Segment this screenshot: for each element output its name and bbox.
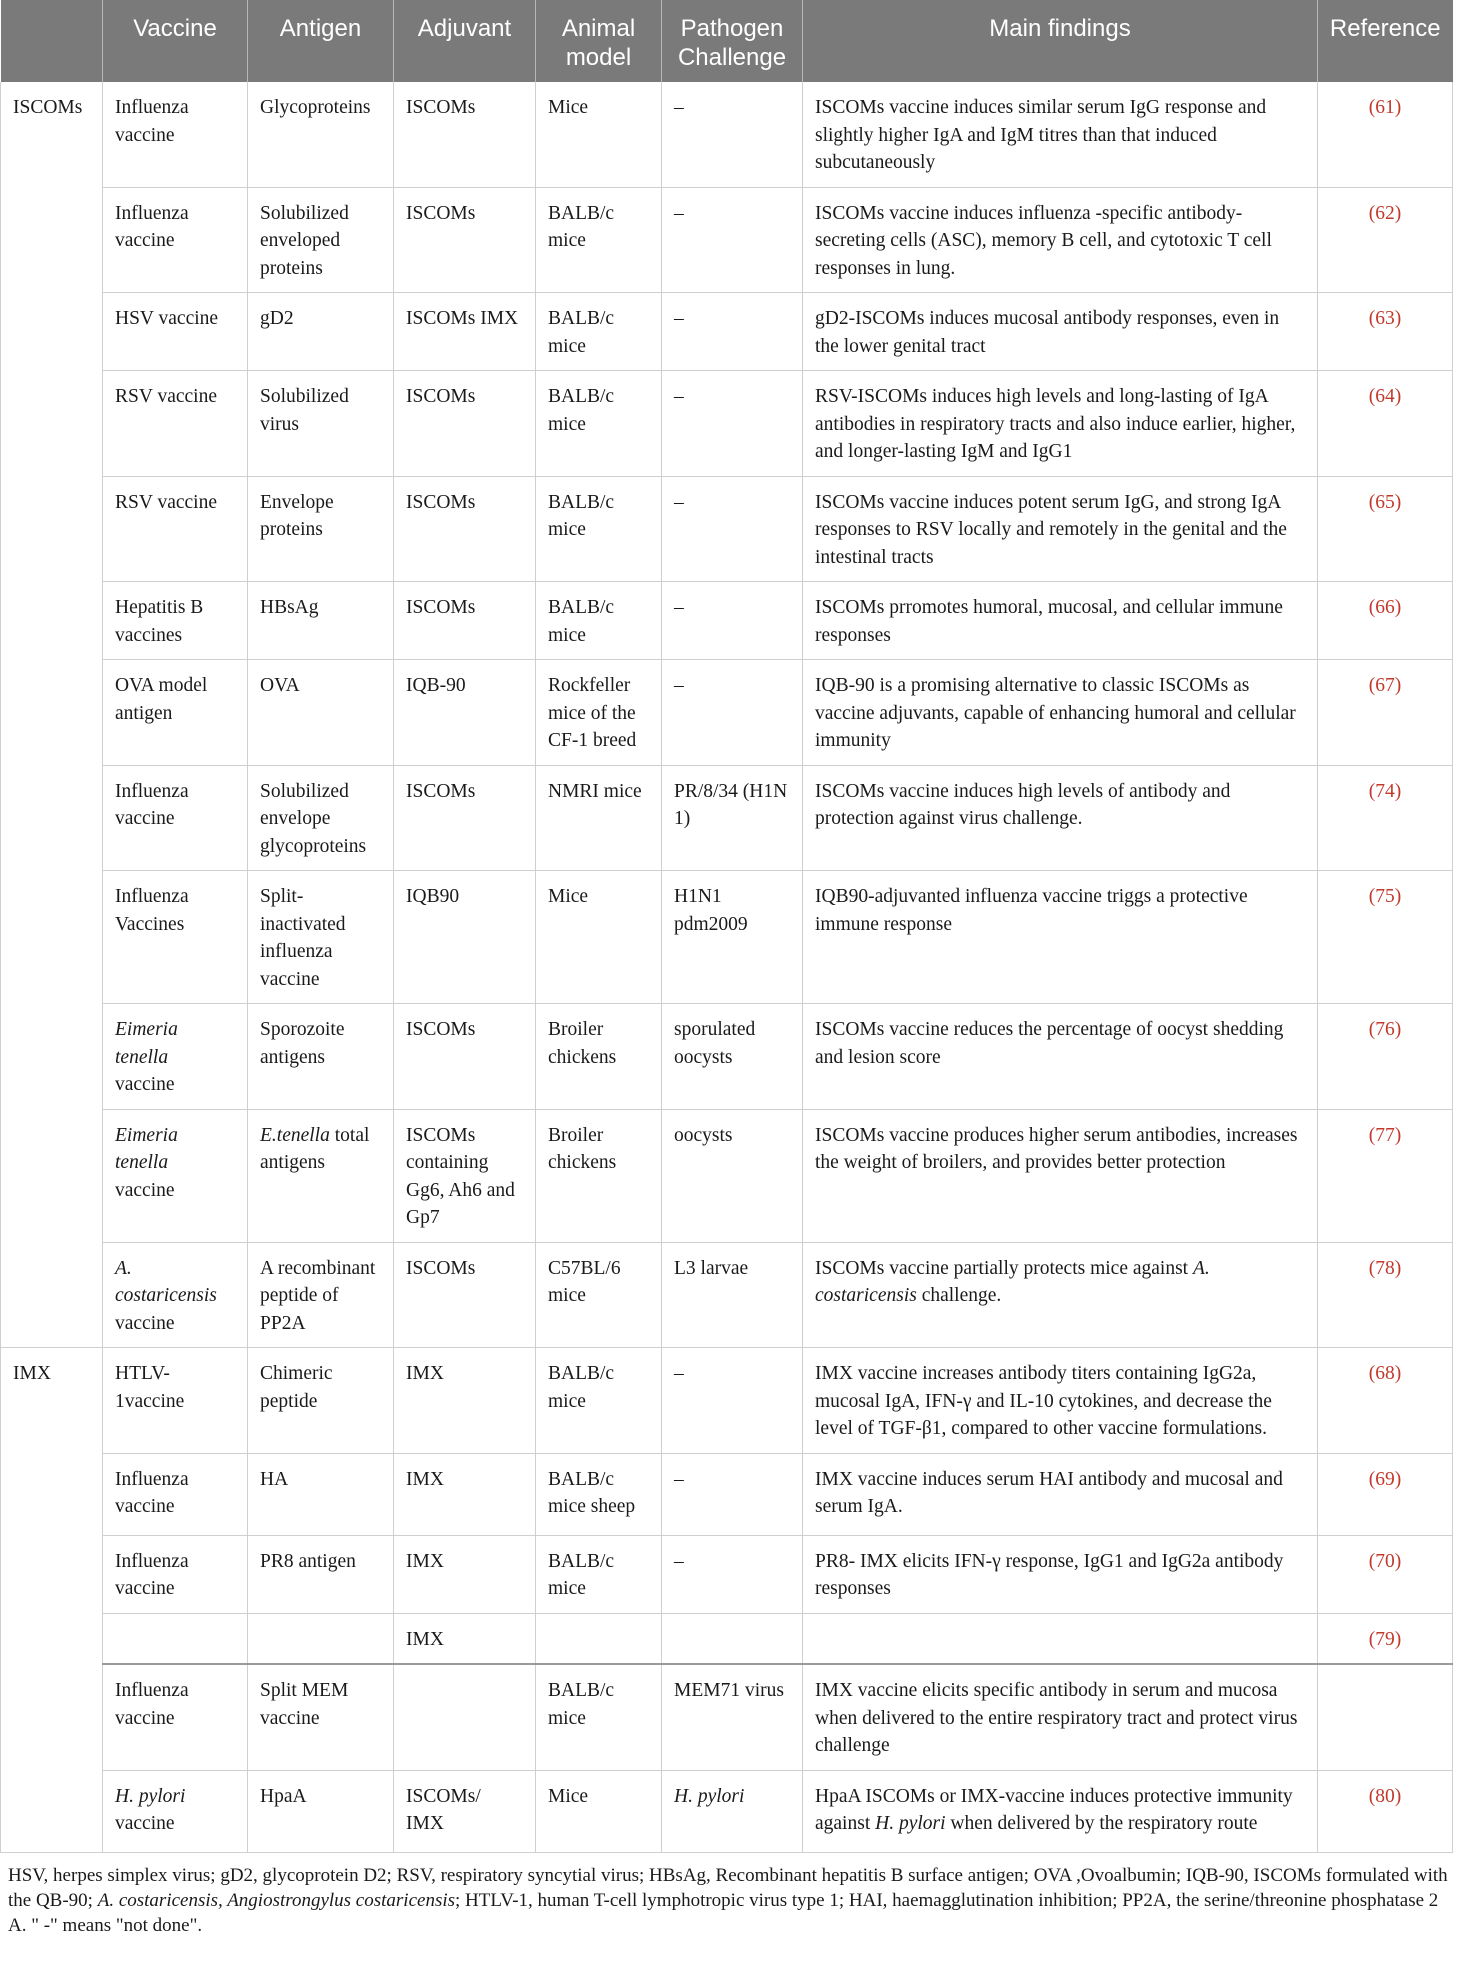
cell-adjuvant: ISCOMs [394,187,536,293]
cell-findings: ISCOMs vaccine induces potent serum IgG, and strong IgA responses to RSV locally and remotely in the genital and the intestinal tracts [803,476,1318,582]
cell-reference[interactable]: (74) [1318,765,1453,871]
header-vaccine: Vaccine [103,0,248,82]
header-pathogen-challenge: Pathogen Challenge [662,0,803,82]
group-label-imx: IMX [1,1348,103,1665]
cell-challenge: oocysts [662,1109,803,1242]
cell-adjuvant: ISCOMs containing Gg6, Ah6 and Gp7 [394,1109,536,1242]
cell-animal-model: NMRI mice [536,765,662,871]
cell-antigen: HpaA [248,1770,394,1852]
table-row [1,1004,1453,1110]
footnote-italic: A. costaricensis, Angiostrongylus costaricensis [97,1889,456,1911]
cell-reference[interactable]: (80) [1318,1770,1453,1852]
cell-reference[interactable]: (62) [1318,187,1453,293]
cell-antigen: Solubilized envelope glycoproteins [248,765,394,871]
cell-findings: ISCOMs vaccine produces higher serum antibodies, increases the weight of broilers, and provides better protection [803,1109,1318,1242]
cell-adjuvant: IMX [394,1613,536,1664]
cell-vaccine: Hepatitis B vaccines [103,582,248,660]
antigen-italic: E.tenella [260,1124,330,1146]
cell-antigen: Sporozoite antigens [248,1004,394,1110]
table-row [1,1613,1453,1664]
cell-reference[interactable]: (75) [1318,871,1453,1004]
table-row [1,476,1453,582]
table-row [1,82,1453,187]
cell-vaccine: Influenza vaccine [103,82,248,187]
cell-findings: IMX vaccine induces serum HAI antibody and mucosal and serum IgA. [803,1453,1318,1535]
cell-antigen: Envelope proteins [248,476,394,582]
vaccine-rest: vaccine [115,1179,175,1201]
cell-reference[interactable]: (63) [1318,293,1453,371]
cell-findings: ISCOMs vaccine induces high levels of antibody and protection against virus challenge. [803,765,1318,871]
cell-findings: PR8- IMX elicits IFN-γ response, IgG1 and IgG2a antibody responses [803,1535,1318,1613]
challenge-italic: H. pylori [674,1785,745,1807]
cell-antigen: Glycoproteins [248,82,394,187]
table-row [1,1535,1453,1613]
group-label-iscoms: ISCOMs [1,82,103,1348]
footnote-text: HSV, herpes simplex virus; gD2, glycoprotein D2; RSV, respiratory syncytial virus; HBsAg, Recombinant hepatitis B surface antigen; OVA ,Ovoalbumin; IQB-90, ISCOMs formulated with the QB-90; [8,1864,1448,1911]
cell-antigen: HBsAg [248,582,394,660]
header-main-findings: Main findings [803,0,1318,82]
cell-vaccine: HTLV-1vaccine [103,1348,248,1454]
cell-adjuvant: IMX [394,1348,536,1454]
cell-challenge: – [662,371,803,477]
cell-challenge: – [662,660,803,766]
vaccine-italic: Eimeria tenella [115,1124,178,1173]
cell-challenge: H1N1 pdm2009 [662,871,803,1004]
cell-findings: ISCOMs vaccine reduces the percentage of oocyst shedding and lesion score [803,1004,1318,1110]
cell-reference[interactable]: (61) [1318,82,1453,187]
cell-animal-model: Mice [536,82,662,187]
cell-vaccine: OVA model antigen [103,660,248,766]
findings-text: when delivered by the respiratory route [945,1813,1258,1834]
cell-adjuvant: IQB-90 [394,660,536,766]
cell-challenge: sporulated oocysts [662,1004,803,1110]
findings-italic: H. pylori [875,1813,946,1834]
cell-animal-model: Mice [536,871,662,1004]
cell-antigen: HA [248,1453,394,1535]
cell-findings [803,1613,1318,1664]
table-row [1,1348,1453,1454]
cell-vaccine [103,1770,248,1852]
cell-vaccine: Influenza Vaccines [103,871,248,1004]
header-antigen: Antigen [248,0,394,82]
cell-reference[interactable]: (76) [1318,1004,1453,1110]
cell-challenge: L3 larvae [662,1242,803,1348]
cell-findings: IMX vaccine increases antibody titers containing IgG2a, mucosal IgA, IFN-γ and IL-10 cytokines, and decrease the level of TGF-β1, compared to other vaccine formulations. [803,1348,1318,1454]
cell-adjuvant: ISCOMs/ IMX [394,1770,536,1852]
cell-antigen: A recombinant peptide of PP2A [248,1242,394,1348]
group-label-empty [1,1664,103,1770]
cell-vaccine: Influenza vaccine [103,187,248,293]
cell-challenge: – [662,1453,803,1535]
cell-antigen [248,1109,394,1242]
table-row [1,1770,1453,1852]
cell-reference[interactable]: (70) [1318,1535,1453,1613]
cell-reference[interactable]: (66) [1318,582,1453,660]
cell-reference[interactable]: (65) [1318,476,1453,582]
cell-animal-model: BALB/c mice [536,582,662,660]
cell-adjuvant: ISCOMs [394,1242,536,1348]
cell-adjuvant: ISCOMs [394,582,536,660]
cell-antigen: Split-inactivated influenza vaccine [248,871,394,1004]
cell-vaccine: HSV vaccine [103,293,248,371]
cell-antigen: Solubilized enveloped proteins [248,187,394,293]
table-row [1,187,1453,293]
cell-challenge: PR/8/34 (H1N 1) [662,765,803,871]
cell-antigen: gD2 [248,293,394,371]
cell-challenge: MEM71 virus [662,1664,803,1770]
cell-antigen [248,1613,394,1664]
cell-findings: ISCOMs vaccine induces similar serum IgG response and slightly higher IgA and IgM titres than that induced subcutaneously [803,82,1318,187]
table-row [1,1664,1453,1770]
cell-vaccine: Influenza vaccine [103,1664,248,1770]
cell-adjuvant: ISCOMs IMX [394,293,536,371]
cell-animal-model: BALB/c mice [536,476,662,582]
table-row [1,582,1453,660]
cell-animal-model: Broiler chickens [536,1109,662,1242]
table-row [1,871,1453,1004]
cell-reference[interactable]: (67) [1318,660,1453,766]
cell-antigen: OVA [248,660,394,766]
header-animal-model: Animal model [536,0,662,82]
cell-antigen: Chimeric peptide [248,1348,394,1454]
vaccine-rest: vaccine [115,1813,175,1834]
cell-reference[interactable]: (69) [1318,1453,1453,1535]
group-label-empty [1,1770,103,1852]
cell-reference[interactable]: (77) [1318,1109,1453,1242]
cell-vaccine [103,1613,248,1664]
cell-findings [803,1242,1318,1348]
cell-challenge: – [662,1348,803,1454]
cell-findings: gD2-ISCOMs induces mucosal antibody responses, even in the lower genital tract [803,293,1318,371]
cell-findings: ISCOMs prromotes humoral, mucosal, and cellular immune responses [803,582,1318,660]
cell-vaccine [103,1109,248,1242]
table-footnote [0,1853,1460,1938]
cell-animal-model [536,1613,662,1664]
cell-challenge [662,1613,803,1664]
cell-animal-model: BALB/c mice sheep [536,1453,662,1535]
cell-findings: IQB90-adjuvanted influenza vaccine triggs a protective immune response [803,871,1318,1004]
table-row [1,1109,1453,1242]
header-reference: Reference [1318,0,1453,82]
findings-text: ISCOMs vaccine partially protects mice against [815,1257,1193,1279]
cell-challenge: – [662,582,803,660]
findings-text: challenge. [916,1285,1002,1306]
cell-animal-model: BALB/c mice [536,293,662,371]
cell-vaccine: RSV vaccine [103,476,248,582]
vaccine-rest: vaccine [115,1312,175,1334]
cell-animal-model: Broiler chickens [536,1004,662,1110]
findings-text: HpaA ISCOMs or IMX-vaccine induces protective immunity against [815,1785,1293,1834]
table-row [1,1453,1453,1535]
findings-italic: A. costaricensis [815,1257,1210,1306]
antigen-rest: total antigens [260,1124,370,1173]
table-body [1,82,1453,1852]
header-group [1,0,103,82]
cell-adjuvant: IQB90 [394,871,536,1004]
vaccine-italic: Eimeria tenella [115,1019,178,1068]
cell-adjuvant: ISCOMs [394,765,536,871]
cell-adjuvant: ISCOMs [394,1004,536,1110]
cell-reference[interactable] [1318,1664,1453,1770]
cell-vaccine [103,1004,248,1110]
cell-adjuvant: ISCOMs [394,476,536,582]
cell-animal-model: BALB/c mice [536,1535,662,1613]
cell-challenge: – [662,293,803,371]
cell-animal-model: BALB/c mice [536,371,662,477]
footnote-text: ; HTLV-1, human T-cell lymphotropic virus type 1; HAI, haemagglutination inhibition; PP2A, the serine/threonine phosphatase 2 A. " -" means "not done". [8,1889,1439,1936]
cell-findings [803,1770,1318,1852]
table-row [1,660,1453,766]
cell-antigen: Split MEM vaccine [248,1664,394,1770]
cell-adjuvant [394,1664,536,1770]
cell-adjuvant: IMX [394,1453,536,1535]
cell-animal-model: Mice [536,1770,662,1852]
cell-adjuvant: ISCOMs [394,371,536,477]
cell-vaccine: RSV vaccine [103,371,248,477]
cell-reference[interactable]: (64) [1318,371,1453,477]
cell-reference[interactable]: (79) [1318,1613,1453,1664]
cell-animal-model: BALB/c mice [536,187,662,293]
cell-vaccine [103,1242,248,1348]
cell-adjuvant: IMX [394,1535,536,1613]
cell-findings: RSV-ISCOMs induces high levels and long-lasting of IgA antibodies in respiratory tracts and also induce earlier, higher, and longer-lasting IgM and IgG1 [803,371,1318,477]
cell-vaccine: Influenza vaccine [103,1453,248,1535]
vaccine-italic: H. pylori [115,1785,186,1807]
cell-findings: IQB-90 is a promising alternative to classic ISCOMs as vaccine adjuvants, capable of enhancing humoral and cellular immunity [803,660,1318,766]
vaccine-rest: vaccine [115,1074,175,1095]
vaccine-italic: A. costaricensis [115,1257,217,1306]
table-row [1,293,1453,371]
cell-challenge: – [662,82,803,187]
cell-challenge: – [662,476,803,582]
table-row [1,1242,1453,1348]
cell-challenge: – [662,1535,803,1613]
table-row [1,371,1453,477]
cell-vaccine: Influenza vaccine [103,1535,248,1613]
cell-reference[interactable]: (78) [1318,1242,1453,1348]
table-row [1,765,1453,871]
cell-vaccine: Influenza vaccine [103,765,248,871]
header-adjuvant: Adjuvant [394,0,536,82]
cell-animal-model: C57BL/6 mice [536,1242,662,1348]
cell-animal-model: BALB/c mice [536,1664,662,1770]
cell-challenge [662,1770,803,1852]
cell-animal-model: BALB/c mice [536,1348,662,1454]
cell-antigen: Solubilized virus [248,371,394,477]
cell-challenge: – [662,187,803,293]
cell-reference[interactable]: (68) [1318,1348,1453,1454]
cell-findings: IMX vaccine elicits specific antibody in serum and mucosa when delivered to the entire respiratory tract and protect virus challenge [803,1664,1318,1770]
header-row [1,0,1453,82]
cell-findings: ISCOMs vaccine induces influenza -specific antibody-secreting cells (ASC), memory B cell, and cytotoxic T cell responses in lung. [803,187,1318,293]
cell-animal-model: Rockfeller mice of the CF-1 breed [536,660,662,766]
cell-antigen: PR8 antigen [248,1535,394,1613]
cell-adjuvant: ISCOMs [394,82,536,187]
